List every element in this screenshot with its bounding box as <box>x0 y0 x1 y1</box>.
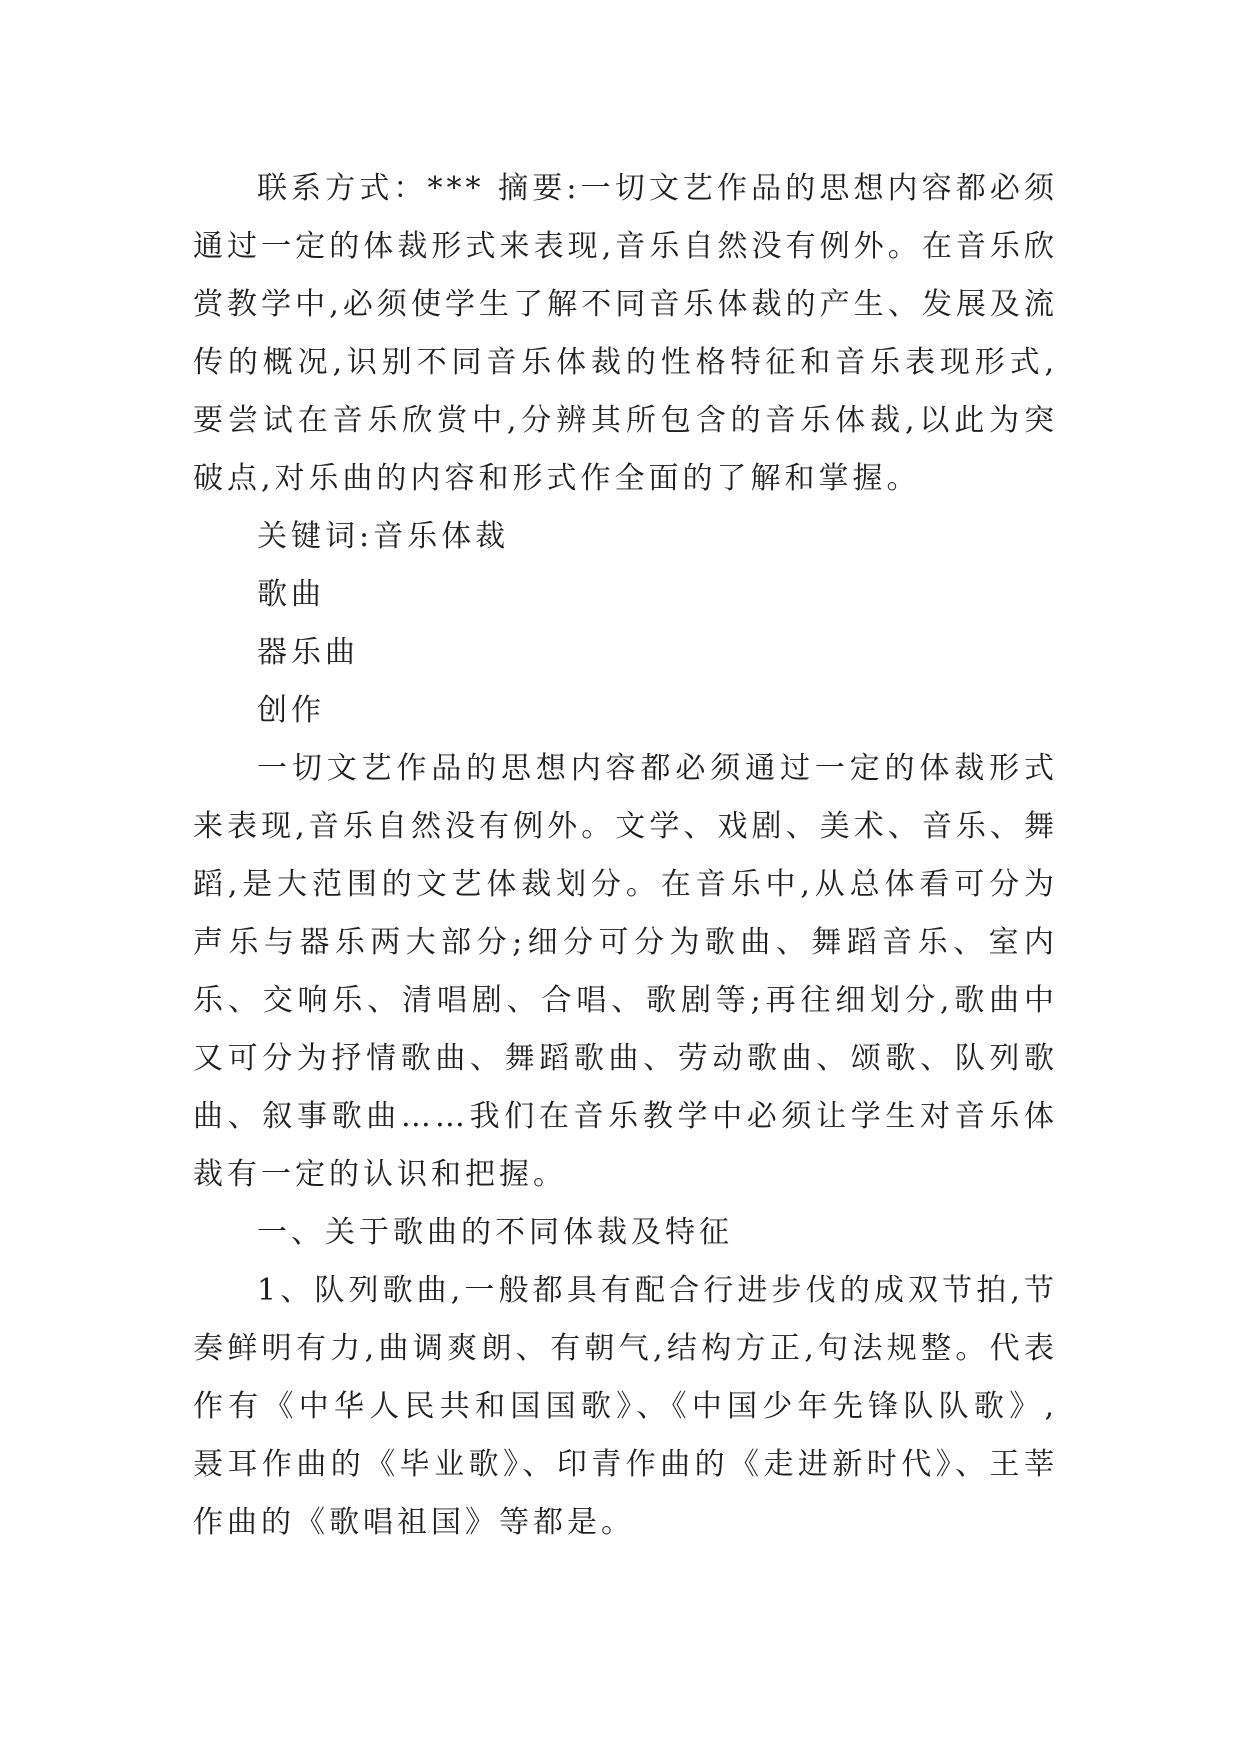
section-heading: 一、关于歌曲的不同体裁及特征 <box>257 1215 733 1250</box>
keywords-line: 关键词:音乐体裁 <box>257 519 510 554</box>
list-item-1: 1、队列歌曲,一般都具有配合行进步伐的成双节拍,节奏鲜明有力,曲调爽朗、有朝气,结构方正,句法规整。代表作有《中华人民共和国国歌》、《中国少年先锋队队歌》,聂耳作曲的《毕业歌》、印青作曲的《走进新时代》、王莘作曲的《歌唱祖国》等都是。 <box>193 1273 1058 1540</box>
keyword-item: 创作 <box>257 693 325 728</box>
abstract-paragraph: 联系方式：*** 摘要:一切文艺作品的思想内容都必须通过一定的体裁形式来表现,音乐自然没有例外。在音乐欣赏教学中,必须使学生了解不同音乐体裁的产生、发展及流传的概况,识别不同音乐体裁的性格特征和音乐表现形式,要尝试在音乐欣赏中,分辨其所包含的音乐体裁,以此为突破点,对乐曲的内容和形式作全面的了解和掌握。 <box>193 171 1058 496</box>
keyword-item: 器乐曲 <box>257 635 359 670</box>
intro-paragraph: 一切文艺作品的思想内容都必须通过一定的体裁形式来表现,音乐自然没有例外。文学、戏剧、美术、音乐、舞蹈,是大范围的文艺体裁划分。在音乐中,从总体看可分为声乐与器乐两大部分;细分可分为歌曲、舞蹈音乐、室内乐、交响乐、清唱剧、合唱、歌剧等;再往细划分,歌曲中又可分为抒情歌曲、舞蹈歌曲、劳动歌曲、颂歌、队列歌曲、叙事歌曲……我们在音乐教学中必须让学生对音乐体裁有一定的认识和把握。 <box>193 751 1058 1192</box>
keyword-item: 歌曲 <box>257 577 325 612</box>
document-body <box>193 160 1058 1552</box>
